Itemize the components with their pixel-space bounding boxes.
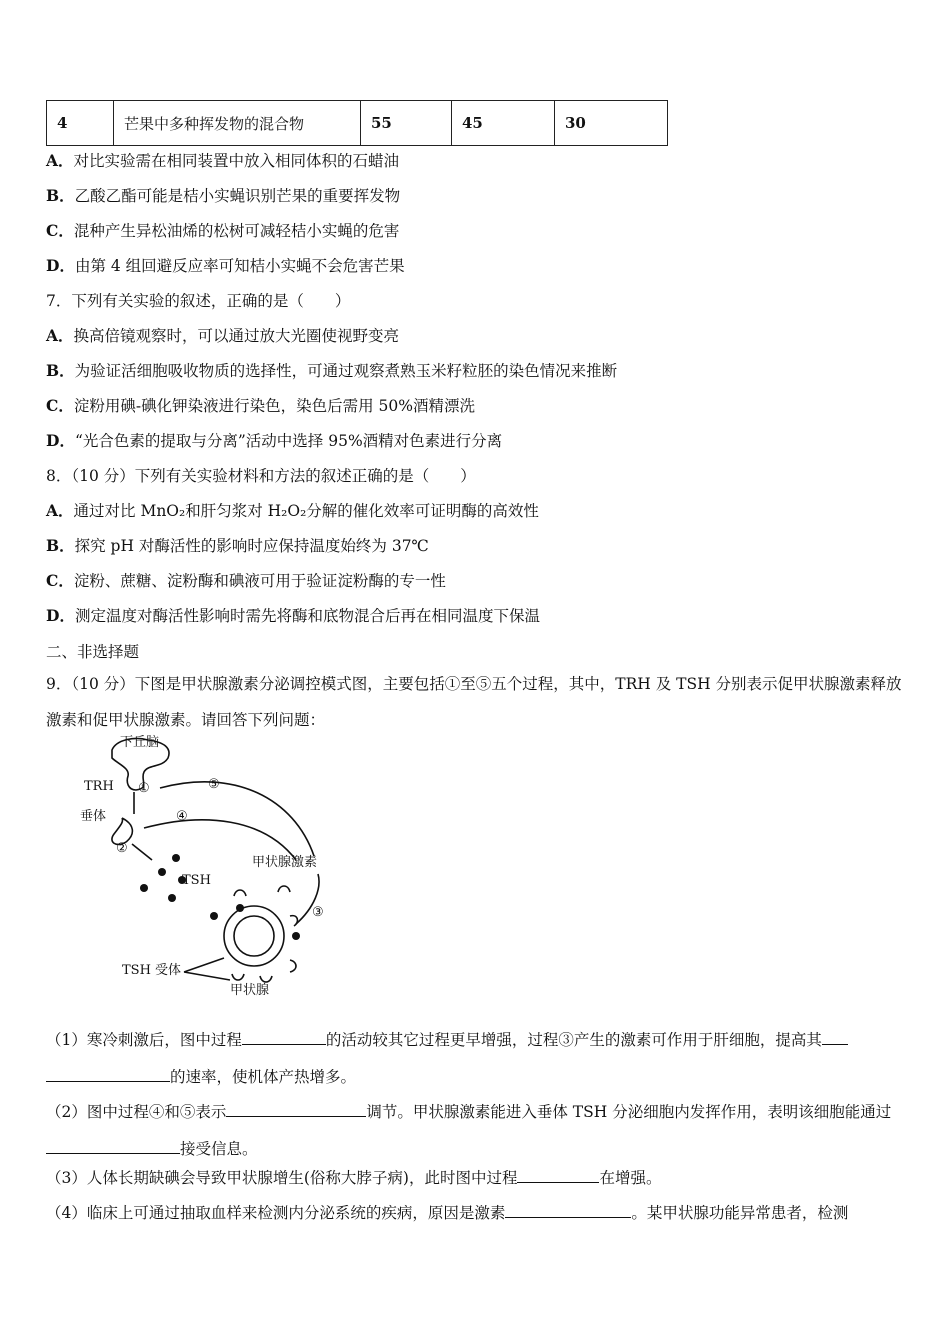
q6-option-c: C．混种产生异松油烯的松树可减轻桔小实蝇的危害 (46, 221, 400, 240)
q8-option-a: A．通过对比 MnO₂和肝匀浆对 H₂O₂分解的催化效率可证明酶的高效性 (46, 501, 539, 520)
answer-blank[interactable] (46, 1067, 170, 1082)
q7-option-b: B．为验证活细胞吸收物质的选择性，可通过观察煮熟玉米籽粒胚的染色情况来推断 (46, 361, 618, 380)
q8-stem: 8．（10 分）下列有关实验材料和方法的叙述正确的是（ ） (46, 467, 476, 485)
thyroid-regulation-diagram (64, 728, 354, 1000)
value-cell-2: 45 (452, 101, 555, 146)
tsh-label: TSH (182, 873, 211, 888)
answer-blank[interactable] (46, 1139, 180, 1154)
thyroid-follicle-outer (224, 906, 284, 966)
hypothalamus-label: 下丘脑 (120, 735, 160, 750)
q9-stem: 9．（10 分）下图是甲状腺激素分泌调控模式图，主要包括①至⑤五个过程，其中，TRH 及 TSH 分别表示促甲状腺激素释放激素和促甲状腺激素。请回答下列问题： (46, 675, 902, 729)
q9-sub4: （4）临床上可通过抽取血样来检测内分泌系统的疾病，原因是激素 。某甲状腺功能异常患者，检测 (46, 1204, 849, 1222)
q7-option-d: D．“光合色素的提取与分离”活动中选择 95%酒精对色素进行分离 (46, 431, 503, 450)
trh-label: TRH (84, 779, 114, 794)
step-4-label: ④ (176, 809, 188, 824)
step-3-label: ③ (312, 905, 324, 920)
step-1-label: ① (138, 781, 150, 796)
answer-blank[interactable] (226, 1102, 366, 1117)
group-number-cell: 4 (47, 101, 114, 146)
experiment-table (46, 100, 668, 146)
substance-cell: 芒果中多种挥发物的混合物 (114, 101, 361, 146)
answer-blank[interactable] (517, 1168, 599, 1183)
answer-blank[interactable] (242, 1030, 326, 1045)
feedback-arrow-4 (144, 820, 296, 860)
section-title: 二、非选择题 (46, 643, 140, 661)
q8-option-b: B．探究 pH 对酶活性的影响时应保持温度始终为 37℃ (46, 536, 429, 555)
q9-sub2: （2）图中过程④和⑤表示 调节。甲状腺激素能进入垂体 TSH 分泌细胞内发挥作用，表明该细胞能通过接受信息。 (46, 1103, 892, 1158)
table-row (47, 101, 668, 146)
answer-blank[interactable] (505, 1203, 631, 1218)
q8-option-d: D．测定温度对酶活性影响时需先将酶和底物混合后再在相同温度下保温 (46, 606, 540, 625)
thyroid-label: 甲状腺 (230, 983, 270, 998)
thyroid-hormone-label: 甲状腺激素 (252, 855, 318, 870)
tsh-receptor-label: TSH 受体 (122, 963, 182, 978)
q8-option-c: C．淀粉、蔗糖、淀粉酶和碘液可用于验证淀粉酶的专一性 (46, 571, 446, 590)
step-2-label: ② (116, 841, 128, 856)
q6-option-a: A．对比实验需在相同装置中放入相同体积的石蜡油 (46, 151, 400, 170)
q6-option-b: B．乙酸乙酯可能是桔小实蝇识别芒果的重要挥发物 (46, 186, 401, 205)
pituitary-label: 垂体 (80, 809, 107, 824)
thyroid-follicle-inner (234, 916, 274, 956)
q9-sub1: （1）寒冷刺激后，图中过程 的活动较其它过程更早增强，过程③产生的激素可作用于肝细胞，提高其 的速率，使机体产热增多。 (46, 1022, 904, 1096)
step-5-label: ⑤ (208, 777, 220, 792)
answer-blank[interactable] (822, 1030, 848, 1045)
q7-option-a: A．换高倍镜观察时，可以通过放大光圈使视野变亮 (46, 326, 400, 345)
q7-option-c: C．淀粉用碘-碘化钾染液进行染色，染色后需用 50%酒精漂洗 (46, 396, 475, 415)
value-cell-1: 55 (361, 101, 452, 146)
q9-sub3: （3）人体长期缺碘会导致甲状腺增生(俗称大脖子病)，此时图中过程 在增强。 (46, 1169, 662, 1187)
tsh-arrow (132, 844, 152, 860)
q6-option-d: D．由第 4 组回避反应率可知桔小实蝇不会危害芒果 (46, 256, 405, 275)
q7-stem: 7．下列有关实验的叙述，正确的是（ ） (46, 292, 351, 310)
value-cell-3: 30 (555, 101, 668, 146)
